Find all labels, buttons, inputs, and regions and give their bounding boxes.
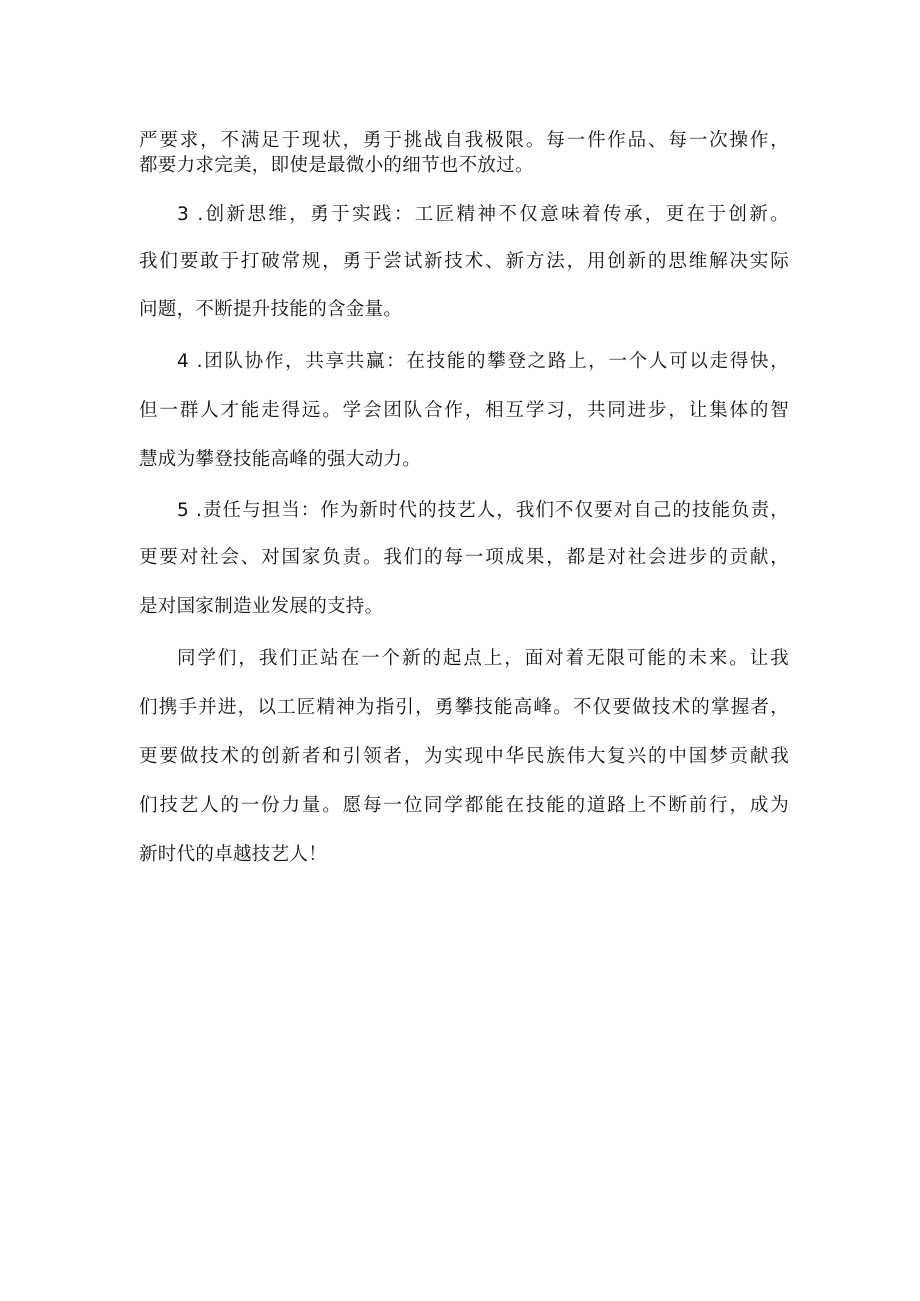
paragraph-2-line-2: 都要力求完美，即使是最微小的细节也不放过。 xyxy=(139,155,534,176)
item-5-line-3: 是对国家制造业发展的支持。 xyxy=(139,596,384,617)
item-4-line-3: 慧成为攀登技能高峰的强大动力。 xyxy=(139,449,422,470)
item-5-line-2: 更要对社会、对国家负责。我们的每一项成果，都是对社会进步的贡献， xyxy=(139,547,789,568)
closing-line-2: 们携手并进，以工匠精神为指引，勇攀技能高峰。不仅要做技术的掌握者， xyxy=(139,697,789,718)
closing-line-1: 同学们，我们正站在一个新的起点上，面对着无限可能的未来。让我 xyxy=(177,648,789,669)
item-4-line-1: 4 .团队协作，共享共赢：在技能的攀登之路上，一个人可以走得快， xyxy=(177,351,789,372)
item-4-line-2: 但一群人才能走得远。学会团队合作，相互学习，共同进步，让集体的智 xyxy=(139,400,789,421)
closing-line-4: 们技艺人的一份力量。愿每一位同学都能在技能的道路上不断前行，成为 xyxy=(139,795,789,816)
closing-line-5: 新时代的卓越技艺人！ xyxy=(139,844,328,865)
item-3-line-3: 问题，不断提升技能的含金量。 xyxy=(139,299,403,320)
item-5-line-1: 5 .责任与担当：作为新时代的技艺人，我们不仅要对自己的技能负责， xyxy=(177,500,789,521)
closing-line-3: 更要做技术的创新者和引领者，为实现中华民族伟大复兴的中国梦贡献我 xyxy=(139,746,789,767)
item-3-line-1: 3 .创新思维，勇于实践：工匠精神不仅意味着传承，更在于创新。 xyxy=(177,204,789,225)
item-3-line-2: 我们要敢于打破常规，勇于尝试新技术、新方法，用创新的思维解决实际 xyxy=(139,251,789,272)
paragraph-2-line-1: 严要求，不满足于现状，勇于挑战自我极限。每一件作品、每一次操作， xyxy=(139,130,789,151)
